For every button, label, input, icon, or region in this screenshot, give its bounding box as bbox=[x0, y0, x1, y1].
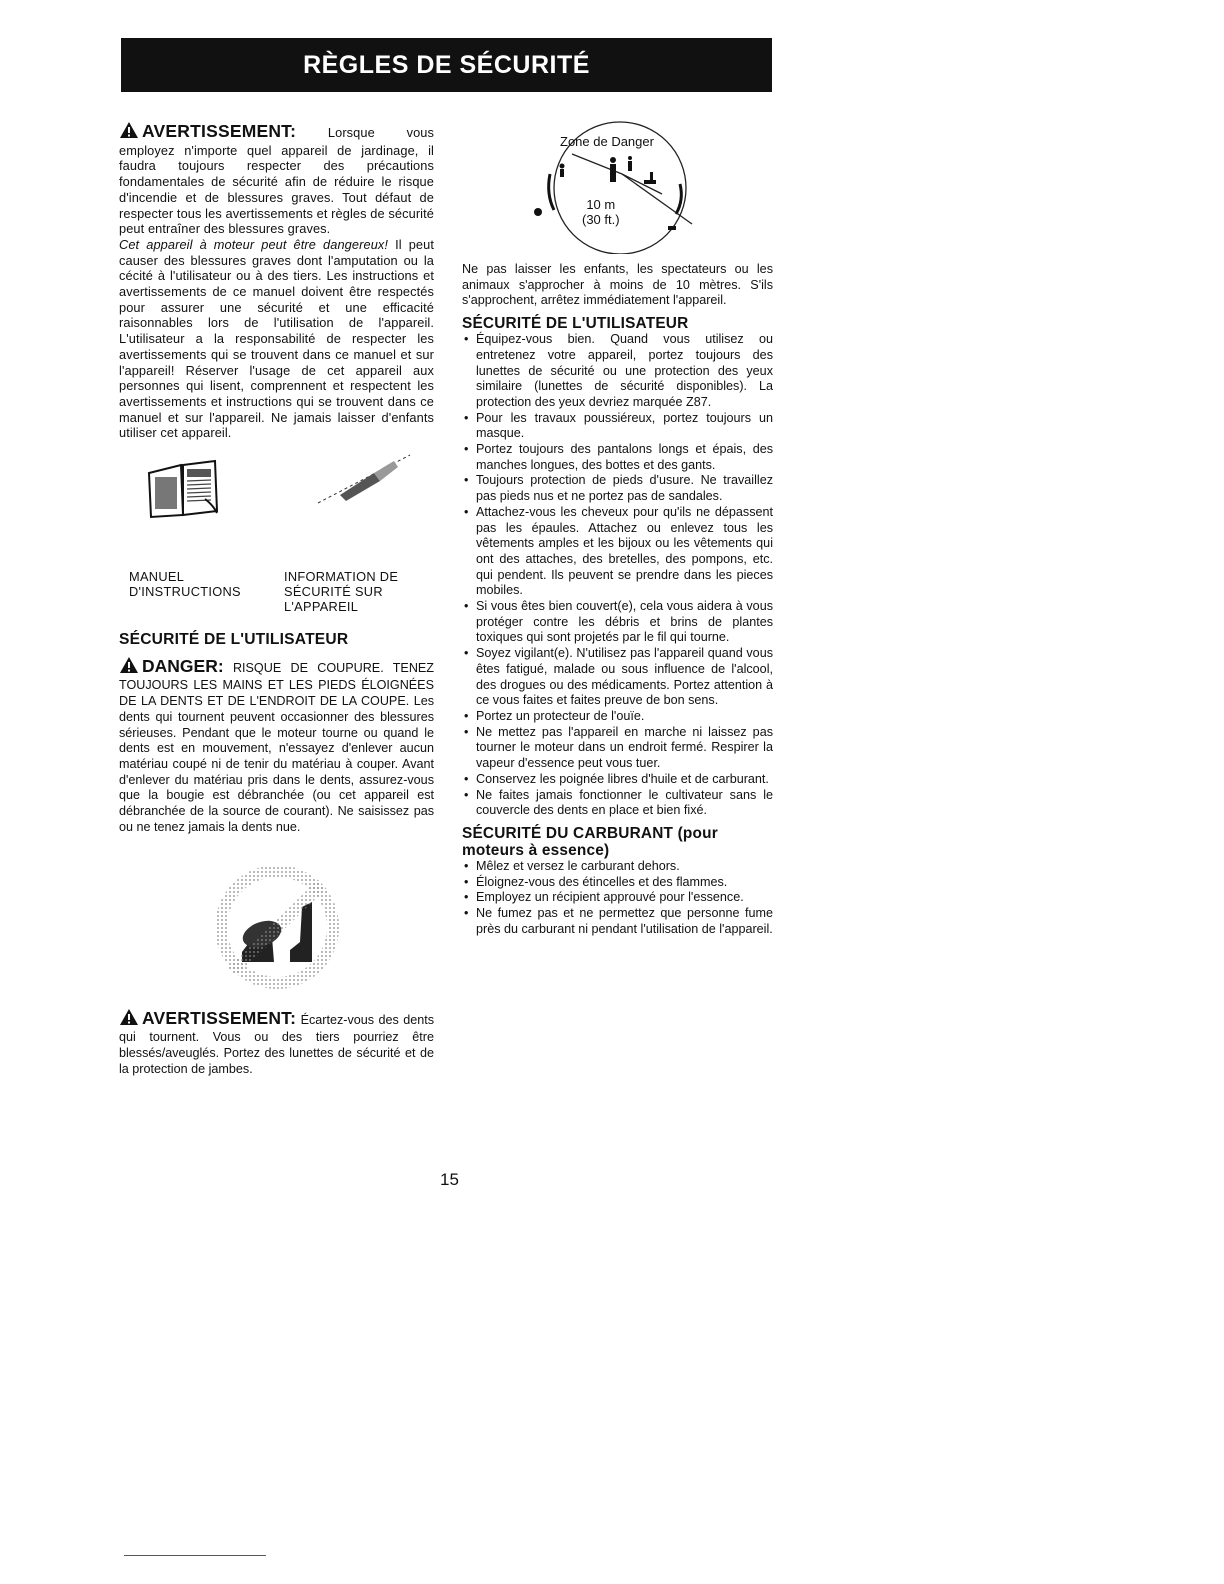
page-title: RÈGLES DE SÉCURITÉ bbox=[303, 50, 590, 79]
danger-zone-figure bbox=[462, 104, 773, 254]
decal-caption-line-2: SÉCURITÉ SUR bbox=[284, 584, 383, 600]
icons-row bbox=[119, 449, 434, 567]
list-item: • Soyez vigilant(e). N'utilisez pas l'appareil quand vous êtes fatigué, malade ou sous influence de l'alcool, des drogues ou des médicaments. Portez attention à ce vous faites et faites preuve de bon sens. bbox=[462, 646, 773, 709]
list-item: • Pour les travaux poussiéreux, portez toujours un masque. bbox=[462, 411, 773, 442]
page-number: 15 bbox=[440, 1170, 459, 1189]
safety-decal-icon bbox=[314, 451, 414, 512]
danger-caps-text: RISQUE DE COUPURE. TENEZ TOUJOURS LES MAINS ET LES PIEDS ÉLOIGNÉES DE LA DENTS ET DE L'ENDROIT DE LA COUPE. bbox=[119, 660, 435, 709]
danger-zone-label: Zone de Danger bbox=[560, 134, 654, 149]
danger-text: Les dents qui tournent peuvent occasionner des blessures sérieuses. Pendant que le moteur tourne ou quand le dents est en mouvement, n'essayez d'enlever aucun matériau coupé ni de tenir du matériau à couper. Avant d'enlever du matériau pris dans le dents, assurez-vous que la bougie est débranchée (ou cet appareil est débranchée de la source de courant). Ne saisissez pas ou ne tenez jamais la dents nue. bbox=[119, 694, 435, 834]
danger-zone-diagram bbox=[462, 104, 773, 254]
list-item: • Éloignez-vous des étincelles et des flammes. bbox=[462, 875, 773, 891]
distance-meters: 10 m bbox=[586, 197, 616, 212]
icon-captions bbox=[119, 569, 434, 614]
warning-triangle-icon-2 bbox=[119, 1008, 139, 1031]
section-heading-user-safety-2: SÉCURITÉ DE L'UTILISATEUR bbox=[462, 315, 689, 333]
section-heading-user-safety: SÉCURITÉ DE L'UTILISATEUR bbox=[119, 631, 349, 649]
list-item: • Ne mettez pas l'appareil en marche ni laissez pas tourner le moteur dans un endroit fermé. Respirer la vapeur d'essence peut vous tuer. bbox=[462, 725, 773, 772]
warning-heading: AVERTISSEMENT: bbox=[142, 121, 297, 141]
warning-paragraph-1 bbox=[119, 121, 434, 237]
left-column bbox=[119, 121, 434, 1077]
danger-heading: DANGER: bbox=[142, 655, 224, 676]
manual-caption-line-2: D'INSTRUCTIONS bbox=[129, 584, 241, 600]
warning-italic: Cet appareil à moteur peut être dangereux! bbox=[119, 236, 389, 252]
warning-paragraph-1b bbox=[119, 237, 434, 441]
decal-caption-line-1: INFORMATION DE bbox=[284, 569, 399, 585]
list-item: • Employez un récipient approuvé pour l'essence. bbox=[462, 890, 773, 906]
manual-caption-line-1: MANUEL bbox=[129, 569, 185, 585]
list-item: • Si vous êtes bien couvert(e), cela vous aidera à vous protéger contre les débris et brins de plantes toxiques qui sont projetés par le fil qui tourne. bbox=[462, 599, 773, 646]
warning-text-2: Il peut causer des blessures graves dont l'amputation ou la cécité à l'utilisateur ou à des tiers. Les instructions et avertissements de ce manuel doivent être respectés pour assurer une sécurité et une efficacité raisonnables lors de l'utilisation de l'appareil. L'utilisateur a la responsabilité de respecter les avertissements qui se trouvent dans ce manuel et sur l'appareil! Réserver l'usage de cet appareil aux personnes qui lisent, comprennent et respectent les avertissements et instructions qui se trouvent dans ce manuel et sur l'appareil. Ne jamais laisser d'enfants utiliser cet appareil. bbox=[119, 236, 434, 441]
decal-caption-line-3: L'APPAREIL bbox=[284, 599, 359, 615]
list-item: • Équipez-vous bien. Quand vous utilisez ou entretenez votre appareil, portez toujours des lunettes de sécurité ou une protection des yeux similaire (lunettes de sécurité disponibles). La protection des yeux devriez marquée Z87. bbox=[462, 332, 773, 411]
list-item: • Ne faites jamais fonctionner le cultivateur sans le couvercle des dents en place et bien fixé. bbox=[462, 788, 773, 819]
list-item: • Attachez-vous les cheveux pour qu'ils ne dépassent pas les épaules. Attachez ou enlevez tous les vêtements amples et les bijoux ou les vêtements qui ont des attaches, des bretelles, des pompons, etc. qui pendent. Ils peuvent se prendre dans les pieces mobiles. bbox=[462, 505, 773, 599]
manual-book-icon bbox=[145, 459, 221, 524]
warning-heading-2: AVERTISSEMENT: bbox=[142, 1007, 297, 1028]
no-hands-near-blade-icon bbox=[119, 862, 434, 992]
warning-text: Lorsque vous employez n'importe quel appareil de jardinage, il faudra toujours respecter des précautions fondamentales de sécurité afin de réduire le risque d'incendie et de blessures graves. Tout défaut de respecter tous les avertissements et règles de sécurité peut entraîner des blessures graves. bbox=[119, 125, 434, 237]
section-heading-fuel-safety: SÉCURITÉ DU CARBURANT (pour moteurs à essence) bbox=[462, 824, 718, 859]
danger-paragraph bbox=[119, 656, 434, 836]
decal-caption bbox=[278, 569, 434, 614]
list-item: • Conservez les poignée libres d'huile et de carburant. bbox=[462, 772, 773, 788]
manual-caption bbox=[119, 569, 269, 614]
list-item: • Portez toujours des pantalons longs et épais, des manches longues, des bottes et des gants. bbox=[462, 442, 773, 473]
list-item: • Mêlez et versez le carburant dehors. bbox=[462, 859, 773, 875]
list-item: • Toujours protection de pieds d'usure. Ne travaillez pas pieds nus et ne portez pas de sandales. bbox=[462, 473, 773, 504]
page-title-banner bbox=[121, 38, 772, 92]
fuel-safety-list bbox=[462, 859, 773, 938]
danger-triangle-icon bbox=[119, 656, 139, 679]
right-column bbox=[462, 104, 773, 937]
warning-text-3: Écartez-vous des dents qui tournent. Vous ou des tiers pourriez être blessés/aveuglés. Portez des lunettes de sécurité et de la protection de jambes. bbox=[119, 1012, 435, 1076]
warning-triangle-icon bbox=[119, 121, 139, 143]
list-item: • Ne fumez pas et ne permettez que personne fume près du carburant ni pendant l'utilisation de l'appareil. bbox=[462, 906, 773, 937]
footer-divider bbox=[124, 1555, 266, 1556]
list-item: • Portez un protecteur de l'ouïe. bbox=[462, 709, 773, 725]
distance-feet: (30 ft.) bbox=[582, 212, 620, 227]
warning-paragraph-2 bbox=[119, 1008, 434, 1078]
danger-zone-distance bbox=[582, 197, 620, 227]
user-safety-list bbox=[462, 332, 773, 819]
zone-paragraph: Ne pas laisser les enfants, les spectateurs ou les animaux s'approcher à moins de 10 mètres. S'ils s'approchent, arrêtez immédiatement l'appareil. bbox=[462, 262, 773, 308]
